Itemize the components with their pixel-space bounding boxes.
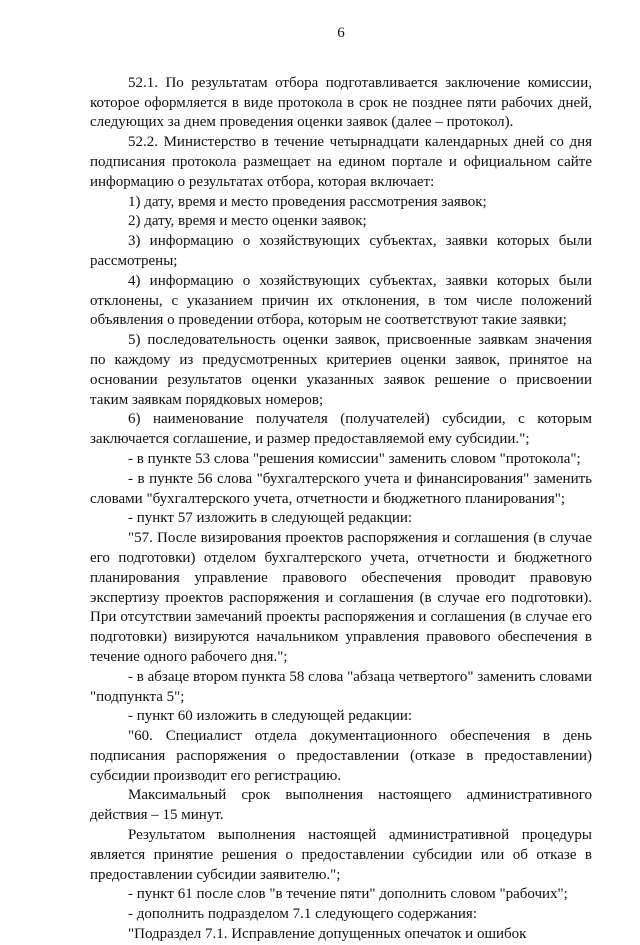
paragraph: 2) дату, время и место оценки заявок; bbox=[128, 213, 367, 230]
paragraph: 4) информацию о хозяйствующих субъектах, заявки которых были отклонены, с указанием причин их отклонения, в том числе положений объявления о проведении отбора, которым не соответствуют такие заявки; bbox=[90, 272, 592, 329]
document-body bbox=[90, 74, 592, 945]
paragraph: - в пункте 53 слова "решения комиссии" заменить словом "протокола"; bbox=[128, 450, 581, 467]
paragraph: 6) наименование получателя (получателей) субсидии, с которым заключается соглашение, и размер предоставляемой ему субсидии."; bbox=[90, 411, 592, 448]
page-number: 6 bbox=[337, 25, 345, 41]
paragraph: 1) дату, время и место проведения рассмотрения заявок; bbox=[128, 193, 487, 210]
paragraph: 52.2. Министерство в течение четырнадцати календарных дней со дня подписания протокола размещает на едином портале и официальном сайте информацию о результатах отбора, которая включает: bbox=[90, 134, 592, 190]
paragraph: "60. Специалист отдела документационного обеспечения в день подписания распоряжения о предоставлении (отказе в предоставлении) субсидии производит его регистрацию. bbox=[90, 728, 592, 784]
paragraph: 52.1. По результатам отбора подготавливается заключение комиссии, которое оформляется в виде протокола в срок не позднее пяти рабочих дней, следующих за днем проведения оценки заявок (далее – протокол). bbox=[90, 74, 592, 131]
paragraph: Результатом выполнения настоящей административной процедуры является принятие решения о предоставлении субсидии или об отказе в предоставлении субсидии заявителю."; bbox=[90, 827, 592, 883]
paragraph: Максимальный срок выполнения настоящего административного действия – 15 минут. bbox=[90, 787, 592, 824]
paragraph: - пункт 60 изложить в следующей редакции: bbox=[128, 708, 413, 725]
paragraph: "57. После визирования проектов распоряжения и соглашения (в случае его подготовки) отделом бухгалтерского учета, отчетности и бюджетного планирования управление правового обеспечения проводит правовую экспертизу проектов распоряжения и соглашения (в случае его подготовки). При отсутствии замечаний проекты распоряжения и соглашения (в случае его подготовки) визируются начальником управления правового обеспечения в течение одного рабочего дня."; bbox=[90, 530, 592, 665]
paragraph: - в абзаце втором пункта 58 слова "абзаца четвертого" заменить словами "подпункта 5"; bbox=[90, 668, 592, 705]
paragraph: 5) последовательность оценки заявок, присвоенные заявкам значения по каждому из предусмотренных критериев оценки заявок, принятое на основании результатов оценки указанных заявок решение о присвоении таким заявкам порядковых номеров; bbox=[90, 332, 592, 408]
paragraph: - пункт 57 изложить в следующей редакции: bbox=[128, 510, 413, 527]
paragraph: "Подраздел 7.1. Исправление допущенных опечаток и ошибок bbox=[128, 926, 527, 943]
paragraph: - дополнить подразделом 7.1 следующего содержания: bbox=[128, 906, 477, 923]
paragraph: 3) информацию о хозяйствующих субъектах, заявки которых были рассмотрены; bbox=[90, 233, 592, 269]
paragraph: - в пункте 56 слова "бухгалтерского учета и финансирования" заменить словами "бухгалтерского учета, отчетности и бюджетного планирования"; bbox=[90, 470, 592, 507]
paragraph: - пункт 61 после слов "в течение пяти" дополнить словом "рабочих"; bbox=[128, 886, 568, 903]
